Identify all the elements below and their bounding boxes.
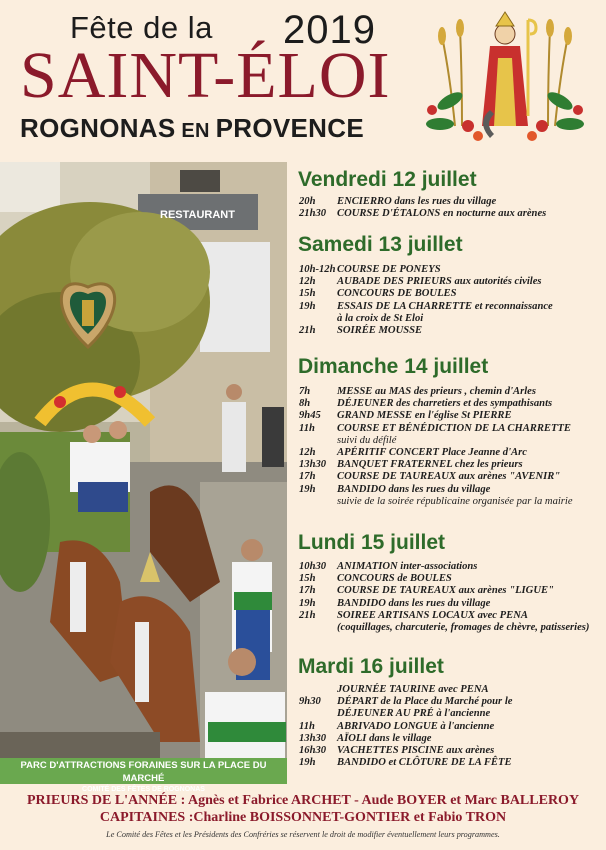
day-heading-monday: Lundi 15 juillet	[298, 531, 446, 554]
event-row: 8h DÉJEUNER des charretiers et des sympathisants	[299, 398, 553, 410]
header-place	[20, 113, 364, 144]
event-row: suivie de la soirée républicaine organisée par la mairie	[337, 495, 573, 507]
event-row: 15h CONCOURS de BOULES	[299, 573, 452, 585]
event-row: 19h ESSAIS DE LA CHARRETTE et reconnaissance	[299, 300, 553, 312]
event-row: JOURNÉE TAURINE avec PENA	[337, 684, 489, 695]
day-heading-saturday: Samedi 13 juillet	[298, 233, 463, 256]
event-row: 13h30 AÏOLI dans le village	[299, 732, 432, 744]
saint-eloi-emblem	[420, 6, 590, 146]
event-row: 21h30 COURSE D'ÉTALONS en nocturne aux arènes	[299, 208, 547, 220]
footer-disclaimer: Le Comité des Fêtes et les Présidents des Confréries se réservent le droit de modifier éventuellement leurs programmes.	[106, 830, 500, 839]
event-row: 15h CONCOURS DE BOULES	[299, 288, 457, 300]
footer-capitaines: CAPITAINES :Charline BOISSONNET-GONTIER et Fabio TRON	[99, 810, 507, 825]
day-heading-sunday: Dimanche 14 juillet	[298, 355, 489, 378]
events-sunday	[299, 386, 599, 508]
event-row: 19h BANDIDO dans les rues du village	[299, 483, 491, 495]
header-line1: Fête de la	[70, 10, 213, 45]
event-row: 10h30 ANIMATION inter-associations	[299, 561, 478, 572]
place-connector: EN	[175, 120, 216, 142]
event-row: (coquillages, charcuterie, fromages de chèvre, patisseries)	[337, 622, 590, 634]
event-row: 17h COURSE DE TAUREAUX aux arènes "AVENIR"	[299, 471, 561, 483]
event-row: 20h ENCIERRO dans les rues du village	[299, 196, 497, 207]
event-row: 19h BANDIDO et CLÔTURE DE LA FÊTE	[299, 757, 512, 769]
footer-prieurs: PRIEURS DE L'ANNÉE : Agnès et Fabrice ARCHET - Aude BOYER et Marc BALLEROY	[26, 793, 580, 808]
events-friday	[299, 196, 599, 220]
events-tuesday	[299, 684, 599, 769]
event-row: 10h-12h COURSE DE PONEYS	[299, 264, 441, 275]
event-row: 21h SOIRÉE MOUSSE	[299, 325, 423, 337]
day-heading-friday: Vendredi 12 juillet	[298, 168, 477, 191]
place-name: ROGNONAS	[20, 113, 176, 143]
header-year: 2019	[283, 8, 376, 52]
festival-photo	[0, 162, 287, 758]
event-row: DÉJEUNER AU PRÉ à l'ancienne	[337, 708, 491, 720]
footer	[0, 792, 606, 841]
event-row: 7h MESSE au MAS des prieurs , chemin d'Arles	[299, 386, 536, 397]
header-title: SAINT-ÉLOI	[20, 39, 391, 112]
event-row: à la croix de St Eloi	[337, 312, 424, 324]
event-row: 9h30 DÉPART de la Place du Marché pour le	[299, 696, 513, 708]
event-row: suivi du défilé	[337, 434, 397, 446]
event-row: 11h ABRIVADO LONGUE à l'ancienne	[299, 720, 495, 732]
event-row: 16h30 VACHETTES PISCINE aux arènes	[299, 745, 495, 757]
event-row: 9h45 GRAND MESSE en l'église St PIERRE	[299, 410, 512, 422]
event-row: 12h APÉRITIF CONCERT Place Jeanne d'Arc	[299, 447, 527, 459]
event-row: 19h BANDIDO dans les rues du village	[299, 597, 491, 609]
caption-credit: COMITÉ DES FÊTES DE ROGNONAS	[82, 786, 205, 793]
photo-caption	[0, 758, 287, 793]
event-row: 13h30 BANQUET FRATERNEL chez les prieurs	[299, 459, 523, 471]
place-region: PROVENCE	[215, 113, 364, 143]
day-heading-tuesday: Mardi 16 juillet	[298, 655, 444, 678]
event-row: 17h COURSE DE TAUREAUX aux arènes "LIGUE"	[299, 585, 554, 597]
event-row: 12h AUBADE DES PRIEURS aux autorités civiles	[299, 276, 542, 288]
event-row: 11h COURSE ET BÉNÉDICTION DE LA CHARRETTE	[299, 422, 571, 434]
caption-fair: PARC D'ATTRACTIONS FORAINES SUR LA PLACE DU MARCHÉ	[20, 760, 267, 784]
event-row: 21h SOIREE ARTISANS LOCAUX avec PENA	[299, 609, 528, 621]
events-saturday	[299, 264, 599, 337]
restaurant-sign: RESTAURANT	[160, 209, 235, 221]
events-monday	[299, 561, 599, 634]
